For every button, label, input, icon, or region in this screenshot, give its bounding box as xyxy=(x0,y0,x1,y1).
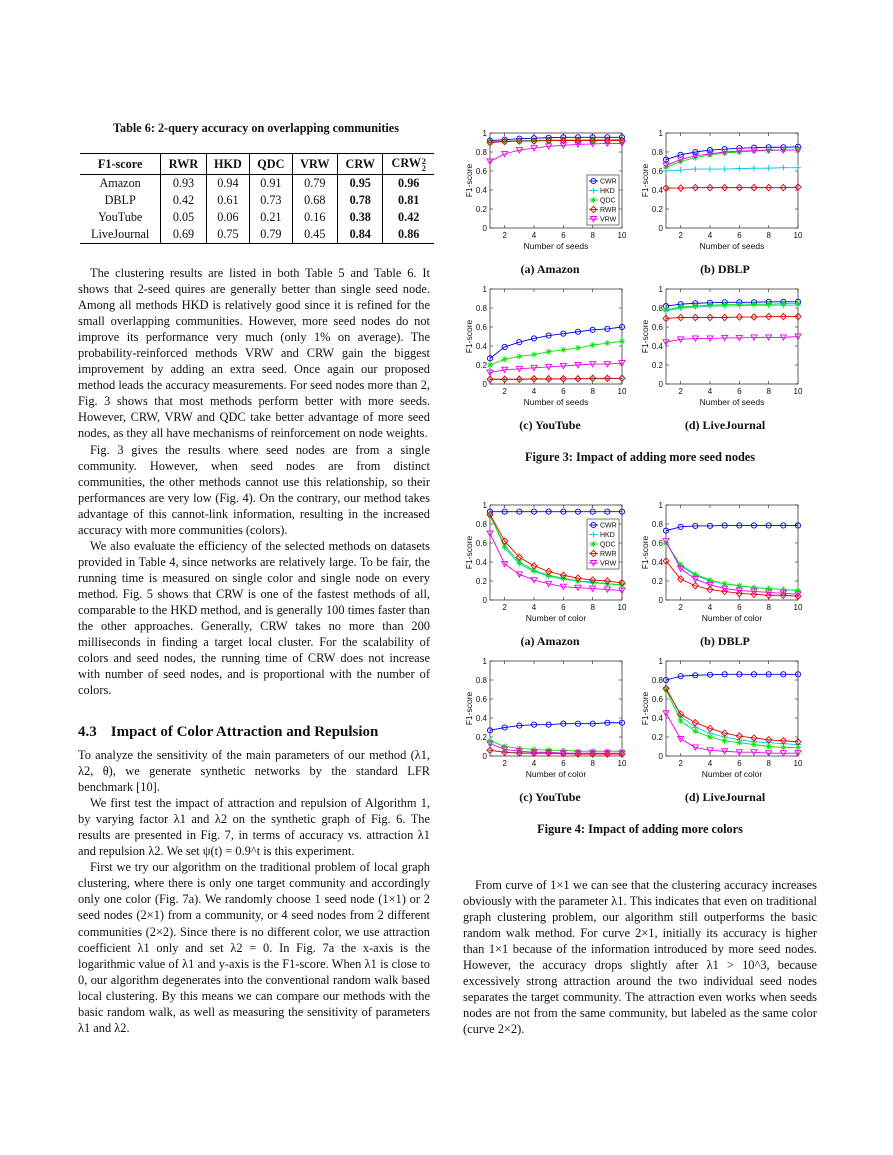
series-line-cwr xyxy=(490,723,622,731)
x-tick-label: 2 xyxy=(678,759,683,768)
table-header: QDC xyxy=(250,154,293,175)
subfig-caption: (d) LiveJournal xyxy=(684,418,766,432)
legend-label: RWR xyxy=(600,551,617,558)
data-point xyxy=(707,166,713,172)
plot-area xyxy=(464,129,627,251)
paragraph: From curve of 1×1 we can see that the clustering accuracy increases obviously with the parameter λ1. This indicates that even on traditional graph clustering problem, our algorithm still outperforms the basic random walk method. For curve 2×1, initially its accuracy is higher than 1×1 because of the information introduced by more seed nodes. However, the accuracy drops slightly after λ1 > 10^3, because excessively strong attraction around the two individual seed nodes separates the target community. The attraction even works when seeds nodes are not from the same community, but labeled as the same color (curve 2×2). xyxy=(463,878,817,1037)
y-tick-label: 1 xyxy=(482,128,487,138)
y-tick-label: 1 xyxy=(482,284,487,294)
x-tick-label: 6 xyxy=(561,603,566,612)
legend xyxy=(587,519,619,569)
y-tick-label: 0.2 xyxy=(475,732,487,742)
data-point xyxy=(591,197,597,203)
y-tick-label: 0 xyxy=(658,751,663,761)
section-heading xyxy=(78,724,392,741)
table-cell: 0.81 xyxy=(383,192,434,209)
plot-area xyxy=(464,657,627,779)
chart-fig3c xyxy=(462,283,632,413)
table-header-row xyxy=(80,154,434,175)
x-axis-label: Number of color xyxy=(701,613,763,623)
x-axis-label: Number of seeds xyxy=(523,241,589,251)
x-tick-label: 4 xyxy=(531,603,537,612)
table-row xyxy=(80,175,434,193)
subfig-caption: (b) DBLP xyxy=(700,634,750,648)
table-cell: 0.75 xyxy=(206,226,249,244)
x-tick-label: 10 xyxy=(617,759,627,768)
series-line-rwr xyxy=(666,689,798,742)
y-tick-label: 0 xyxy=(658,595,663,605)
y-axis-label: F1-score xyxy=(464,691,474,726)
chart-fig4a xyxy=(462,499,632,629)
y-tick-label: 1 xyxy=(482,500,487,510)
data-point xyxy=(780,165,786,171)
plot-area xyxy=(640,285,803,407)
legend-label: VRW xyxy=(600,560,617,568)
data-point xyxy=(531,352,537,358)
paragraph: The clustering results are listed in both Table 5 and Table 6. It shows that 2-seed quires are generally better than single seed node. Among all methods HKD is relatively good since it is refined for the small overlapping communities. However, more seed nodes do not improve its performance very much (only 1% on average). The probability-reinforced methods VRW and CRW gain the biggest improvement by adding an extra seed. Once again our proposed method leads the accuracy measurements. For seed nodes more than 2, Fig. 3 shows that most methods perform better with more seeds. However, CRW, VRW and QDC take better advantage of more seed nodes, as they all have mechanisms of reinforcement on node weights. xyxy=(78,266,430,441)
axes-frame xyxy=(490,661,622,756)
y-axis-label: F1-score xyxy=(640,163,650,198)
x-axis-label: Number of color xyxy=(701,769,763,779)
y-tick-label: 0.4 xyxy=(475,341,487,351)
data-point xyxy=(722,302,728,308)
paragraph: We first test the impact of attraction and repulsion of Algorithm 1, by varying factor λ1 and λ2 on the synthetic graph of Fig. 6. The results are presented in Fig. 7, in terms of accuracy vs. attraction λ1 and repulsion λ2. We set ψ(t) = 0.9^t is this experiment. xyxy=(78,796,430,859)
data-point xyxy=(780,744,786,750)
data-point xyxy=(591,541,597,547)
legend-label: QDC xyxy=(600,541,616,549)
x-tick-label: 8 xyxy=(766,231,771,240)
x-tick-label: 6 xyxy=(561,759,566,768)
plot-area xyxy=(640,501,803,623)
x-tick-label: 6 xyxy=(737,603,742,612)
x-tick-label: 6 xyxy=(561,387,566,396)
data-point xyxy=(487,362,493,368)
subfig-caption: (c) YouTube xyxy=(519,790,581,804)
plot-area xyxy=(640,657,803,779)
x-tick-label: 6 xyxy=(737,387,742,396)
data-point xyxy=(736,166,742,172)
data-point xyxy=(766,301,772,307)
y-axis-label: F1-score xyxy=(464,535,474,570)
x-axis-label: Number of color xyxy=(525,769,587,779)
data-point xyxy=(590,342,596,348)
data-point xyxy=(692,728,698,734)
x-tick-label: 4 xyxy=(707,387,713,396)
data-point xyxy=(707,302,713,308)
table-cell: 0.69 xyxy=(161,226,206,244)
subfig-caption: (d) LiveJournal xyxy=(684,790,766,804)
data-point xyxy=(780,301,786,307)
paragraph: We also evaluate the efficiency of the selected methods on datasets provided in Table 4, since networks are relatively large. To be fair, the running time is measured on single color and single node on every method. Fig. 5 shows that CRW is one of the fastest methods of all, comparable to the HKD method, and is generally 100 times faster than the other approaches. Generally, CRW takes no more than 200 milliseconds in finding a target local cluster. For the scalability of colors and seed nodes, the running time of CRW does not increase with number of seed nodes, and is proportional with the number of colors. xyxy=(78,538,430,698)
table-cell: 0.93 xyxy=(161,175,206,193)
y-tick-label: 0.2 xyxy=(651,576,663,586)
data-point xyxy=(619,338,625,344)
table-cell: 0.16 xyxy=(292,209,337,226)
y-tick-label: 0.2 xyxy=(475,576,487,586)
y-tick-label: 0.6 xyxy=(651,694,663,704)
series-line-rwr xyxy=(666,561,798,596)
y-tick-label: 1 xyxy=(482,656,487,666)
y-tick-label: 0.8 xyxy=(475,519,487,529)
legend-label: HKD xyxy=(600,188,615,195)
y-tick-label: 0.4 xyxy=(651,713,663,723)
row-label-cell: YouTube xyxy=(97,210,143,224)
subfig-caption: (b) DBLP xyxy=(700,262,750,276)
x-tick-label: 8 xyxy=(766,603,771,612)
data-point xyxy=(751,742,757,748)
chart-fig3d xyxy=(638,283,808,413)
y-tick-label: 1 xyxy=(658,656,663,666)
x-tick-label: 8 xyxy=(590,387,595,396)
y-tick-label: 0.4 xyxy=(475,557,487,567)
series-line-qdc xyxy=(666,304,798,310)
y-tick-label: 0.2 xyxy=(651,360,663,370)
figure-caption: Figure 3: Impact of adding more seed nodes xyxy=(524,450,756,464)
y-tick-label: 0.8 xyxy=(651,519,663,529)
y-tick-label: 0 xyxy=(482,223,487,233)
table-row xyxy=(80,192,434,209)
table-cell: 0.06 xyxy=(206,209,249,226)
y-tick-label: 0.4 xyxy=(475,713,487,723)
series-line-qdc xyxy=(666,543,798,591)
series-line-cwr xyxy=(666,525,798,530)
table-cell: 0.73 xyxy=(250,192,293,209)
x-tick-label: 10 xyxy=(793,603,803,612)
table-header: RWR xyxy=(161,154,206,175)
chart-fig3b xyxy=(638,127,808,257)
table-cell: 0.61 xyxy=(206,192,249,209)
x-tick-label: 10 xyxy=(617,231,627,240)
x-tick-label: 6 xyxy=(737,231,742,240)
x-tick-label: 4 xyxy=(707,759,713,768)
table-cell: 0.86 xyxy=(383,226,434,244)
y-tick-label: 1 xyxy=(658,500,663,510)
chart-fig4b xyxy=(638,499,808,629)
plot-area xyxy=(464,501,627,623)
y-tick-label: 0.6 xyxy=(475,694,487,704)
row-label-cell: LiveJournal xyxy=(80,226,161,244)
table-row xyxy=(80,209,434,226)
table-cell: 0.95 xyxy=(338,175,383,193)
section-number: 4.3 xyxy=(78,724,97,740)
table-cell: 0.96 xyxy=(383,175,434,193)
x-tick-label: 4 xyxy=(531,759,537,768)
table-cell: 0.38 xyxy=(338,209,383,226)
x-tick-label: 8 xyxy=(590,603,595,612)
y-tick-label: 0.8 xyxy=(475,303,487,313)
y-tick-label: 0.2 xyxy=(475,360,487,370)
x-tick-label: 8 xyxy=(766,387,771,396)
series-line-vrw xyxy=(490,143,622,161)
axes-frame xyxy=(666,505,798,600)
left-column-text-2 xyxy=(78,747,430,1036)
y-tick-label: 0.2 xyxy=(651,204,663,214)
y-axis-label: F1-score xyxy=(464,163,474,198)
table-cell: 0.84 xyxy=(338,226,383,244)
series-line-cwr xyxy=(490,327,622,358)
plot-area xyxy=(464,285,627,407)
series-line-vrw xyxy=(666,337,798,343)
axes-frame xyxy=(666,289,798,384)
series-line-rwr xyxy=(666,187,798,188)
x-tick-label: 4 xyxy=(531,231,537,240)
data-point xyxy=(546,349,552,355)
paragraph: To analyze the sensitivity of the main parameters of our method (λ1, λ2, θ), we generate synthetic networks by the standard LFR benchmark [10]. xyxy=(78,748,430,795)
y-tick-label: 0.2 xyxy=(651,732,663,742)
paragraph: Fig. 3 gives the results where seed nodes are from a single community. However, when seed nodes are from distinct communities, the other methods cannot use this relationship, so their performances are very low (Fig. 4). On the contrary, our method takes advantage of this cannot-link information, resulting in the increased accuracy with more communities (colors). xyxy=(78,442,430,537)
data-point xyxy=(751,301,757,307)
y-tick-label: 0 xyxy=(658,223,663,233)
data-point xyxy=(766,744,772,750)
data-point xyxy=(604,340,610,346)
subfig-caption: (c) YouTube xyxy=(519,418,581,432)
series-line-hkd xyxy=(666,688,798,745)
table-cell: 0.78 xyxy=(338,192,383,209)
table-cell: 0.05 xyxy=(161,209,206,226)
left-column-text xyxy=(78,265,430,698)
table-cell: 0.21 xyxy=(250,209,293,226)
data-point xyxy=(678,167,684,173)
table-cell: 0.94 xyxy=(206,175,249,193)
data-point xyxy=(795,301,801,307)
x-tick-label: 2 xyxy=(502,759,507,768)
table-header: CRW xyxy=(338,154,383,175)
y-tick-label: 0 xyxy=(482,751,487,761)
data-point xyxy=(751,165,757,171)
x-axis-label: Number of seeds xyxy=(699,397,765,407)
x-tick-label: 2 xyxy=(502,603,507,612)
table-header: VRW xyxy=(292,154,337,175)
series-line-cwr xyxy=(666,674,798,680)
y-axis-label: F1-score xyxy=(640,535,650,570)
table-cell: 0.42 xyxy=(383,209,434,226)
y-tick-label: 0.8 xyxy=(651,675,663,685)
x-tick-label: 10 xyxy=(793,759,803,768)
y-tick-label: 0.6 xyxy=(475,166,487,176)
y-tick-label: 0.8 xyxy=(475,147,487,157)
y-tick-label: 0.2 xyxy=(475,204,487,214)
y-tick-label: 0.6 xyxy=(475,322,487,332)
data-point xyxy=(678,304,684,310)
x-tick-label: 10 xyxy=(793,231,803,240)
y-tick-label: 0.6 xyxy=(475,538,487,548)
chart-fig4d xyxy=(638,655,808,785)
section-title: Impact of Color Attraction and Repulsion xyxy=(110,724,379,740)
x-tick-label: 6 xyxy=(561,231,566,240)
plot-area xyxy=(640,129,803,251)
y-tick-label: 0.6 xyxy=(651,538,663,548)
data-point xyxy=(575,345,581,351)
figure-caption: Figure 4: Impact of adding more colors xyxy=(537,822,743,836)
series-line-rwr xyxy=(666,317,798,319)
x-tick-label: 10 xyxy=(617,387,627,396)
x-axis-label: Number of color xyxy=(525,613,587,623)
y-tick-label: 0 xyxy=(658,379,663,389)
x-tick-label: 10 xyxy=(617,603,627,612)
y-tick-label: 0.6 xyxy=(651,322,663,332)
data-point xyxy=(516,353,522,359)
subfig-caption: (a) Amazon xyxy=(520,634,580,648)
data-point xyxy=(766,165,772,171)
table-cell: 0.42 xyxy=(161,192,206,209)
y-tick-label: 0.8 xyxy=(475,675,487,685)
data-point xyxy=(736,740,742,746)
table-cell: 0.79 xyxy=(292,175,337,193)
series-line-hkd xyxy=(666,543,798,591)
table-cell: 0.68 xyxy=(292,192,337,209)
x-tick-label: 4 xyxy=(531,387,537,396)
series-line-hkd xyxy=(666,305,798,311)
y-tick-label: 0.4 xyxy=(651,557,663,567)
x-tick-label: 8 xyxy=(766,759,771,768)
x-tick-label: 6 xyxy=(737,759,742,768)
legend-label: RWR xyxy=(600,207,617,214)
row-label-cell: Amazon xyxy=(99,176,141,190)
data-point xyxy=(692,303,698,309)
subfig-caption: (a) Amazon xyxy=(520,262,580,276)
table-cell: 0.91 xyxy=(250,175,293,193)
chart-fig3a xyxy=(462,127,632,257)
x-tick-label: 8 xyxy=(590,759,595,768)
x-tick-label: 2 xyxy=(502,387,507,396)
data-point xyxy=(663,307,669,313)
row-label-cell: DBLP xyxy=(104,193,136,207)
data-point xyxy=(560,347,566,353)
table-row xyxy=(80,226,434,244)
table-header: HKD xyxy=(206,154,249,175)
series-line-hkd xyxy=(666,168,798,171)
paragraph: First we try our algorithm on the traditional problem of local graph clustering, where there is only one target community and accordingly only one color (Fig. 7a). We randomly choose 1 seed node (1×1) or 2 seed nodes (2×1) from a community, or 4 seed nodes from 2 different communities (2×2). Since there is no different color, we use attraction coefficient λ1 only and set λ2 = 0. In Fig. 7a the x-axis is the logarithmic value of λ1 and y-axis is the F1-score. When λ1 is close to 0, our algorithm degenerates into the conventional random walk based local clustering. By this means we can compare our methods with the basic random walk, as well as measuring the sensitivity of parameters λ1 and λ2. xyxy=(78,860,430,1035)
crw2-sup: 2 xyxy=(421,156,426,166)
data-point xyxy=(722,166,728,172)
table-cell: 0.79 xyxy=(250,226,293,244)
series-line-cwr xyxy=(666,147,798,160)
y-tick-label: 0.8 xyxy=(651,147,663,157)
x-axis-label: Number of seeds xyxy=(523,397,589,407)
data-point xyxy=(692,166,698,172)
y-axis-label: F1-score xyxy=(640,691,650,726)
table-header xyxy=(383,154,434,175)
y-tick-label: 0 xyxy=(482,595,487,605)
y-tick-label: 1 xyxy=(658,284,663,294)
y-axis-label: F1-score xyxy=(640,319,650,354)
table-caption: Table 6: 2-query accuracy on overlapping communities xyxy=(113,121,399,135)
x-tick-label: 4 xyxy=(707,231,713,240)
x-tick-label: 2 xyxy=(678,231,683,240)
y-tick-label: 1 xyxy=(658,128,663,138)
x-axis-label: Number of seeds xyxy=(699,241,765,251)
x-tick-label: 4 xyxy=(707,603,713,612)
legend-label: QDC xyxy=(600,197,616,205)
x-tick-label: 10 xyxy=(793,387,803,396)
right-column-text xyxy=(463,877,817,1037)
data-point xyxy=(707,734,713,740)
series-line-vrw xyxy=(490,363,622,373)
y-tick-label: 0.6 xyxy=(651,166,663,176)
legend-label: CWR xyxy=(600,178,617,186)
legend xyxy=(587,175,619,225)
y-tick-label: 0.4 xyxy=(651,341,663,351)
data-point xyxy=(502,356,508,362)
x-tick-label: 2 xyxy=(502,231,507,240)
data-point xyxy=(736,301,742,307)
crw2-label: CRW xyxy=(391,156,421,171)
table-cell: 0.45 xyxy=(292,226,337,244)
data-point xyxy=(678,718,684,724)
y-tick-label: 0.4 xyxy=(475,185,487,195)
data-point xyxy=(722,738,728,744)
results-table xyxy=(80,153,434,244)
series-line-vrw xyxy=(490,744,622,754)
y-tick-label: 0.8 xyxy=(651,303,663,313)
series-line-qdc xyxy=(490,341,622,365)
legend-label: HKD xyxy=(600,532,615,539)
table-header: F1-score xyxy=(80,154,161,175)
x-tick-label: 2 xyxy=(678,603,683,612)
chart-fig4c xyxy=(462,655,632,785)
crw2-sub: 2 xyxy=(421,163,426,173)
x-tick-label: 8 xyxy=(590,231,595,240)
legend-label: CWR xyxy=(600,522,617,530)
legend-label: VRW xyxy=(600,216,617,224)
x-tick-label: 2 xyxy=(678,387,683,396)
data-point xyxy=(795,165,801,171)
y-tick-label: 0.4 xyxy=(651,185,663,195)
y-tick-label: 0 xyxy=(482,379,487,389)
y-axis-label: F1-score xyxy=(464,319,474,354)
